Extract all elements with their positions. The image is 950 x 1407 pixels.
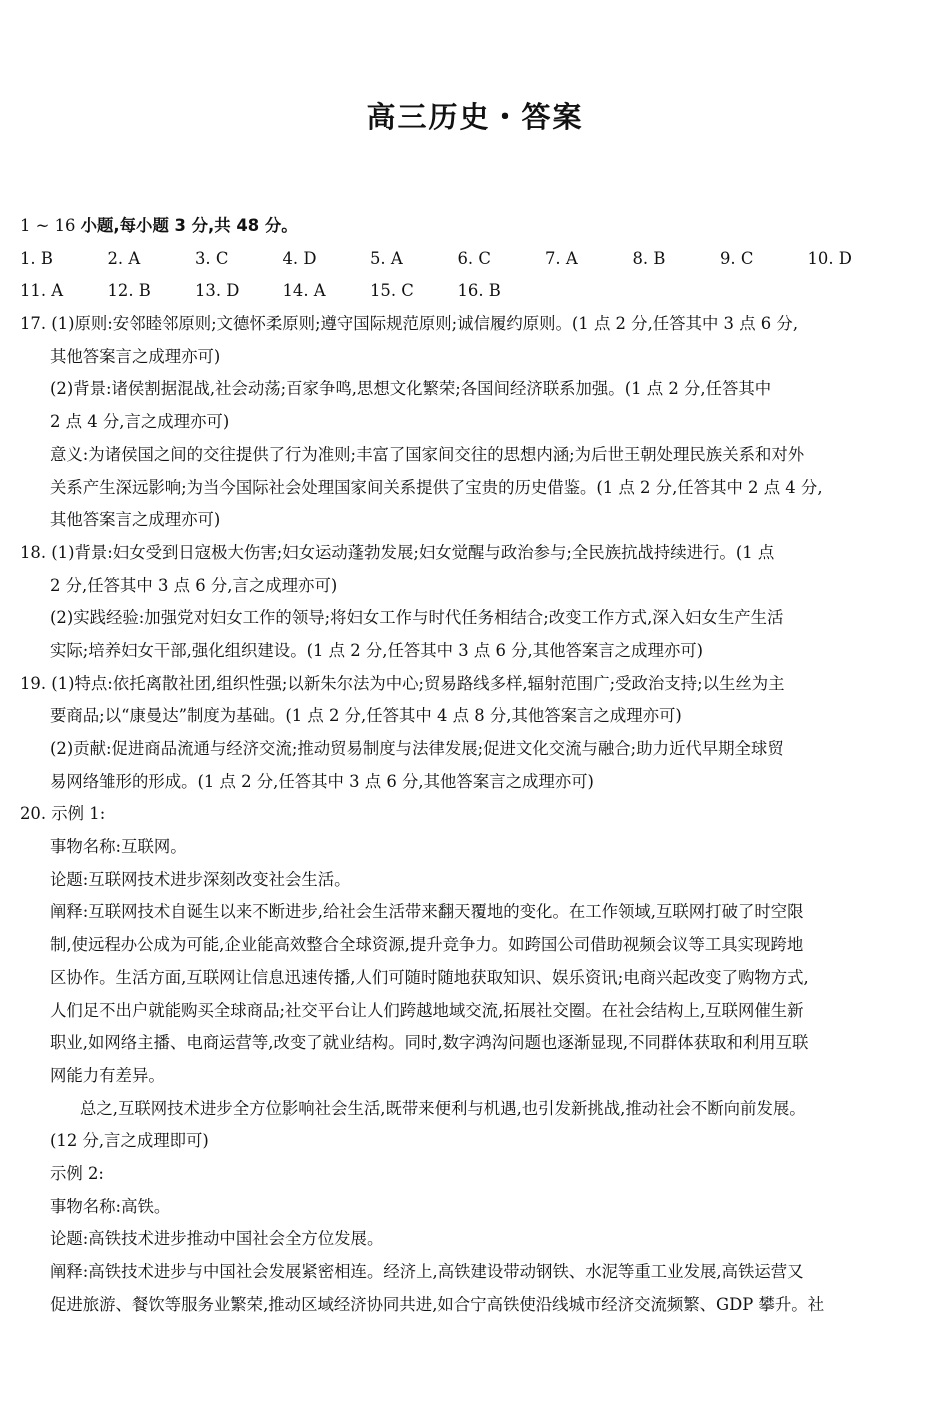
answer-item: 7. A [545,248,578,268]
answer-item: 15. C [370,281,414,301]
q20-line: 示例 2: [50,1163,104,1183]
q20-line: 制,使远程办公成为可能,企业能高效整合全球资源,提升竞争力。如跨国公司借助视频会议等工具实现跨地 [50,935,804,955]
q20-line: 人们足不出户就能购买全球商品;社交平台让人们跨越地域交流,拓展社交圈。在社会结构上,互联网催生新 [50,1000,804,1020]
q20-line: 事物名称:互联网。 [50,837,187,857]
q17-line: (2)背景:诸侯割据混战,社会动荡;百家争鸣,思想文化繁荣;各国间经济联系加强。(1 点 2 分,任答其中 [50,379,772,399]
q19-line: 易网络雏形的形成。(1 点 2 分,任答其中 3 点 6 分,其他答案言之成理亦可) [50,771,594,791]
q17-line: 2 点 4 分,言之成理亦可) [50,412,230,432]
q18-line: 2 分,任答其中 3 点 6 分,言之成理亦可) [50,575,338,595]
q20-line: 网能力有差异。 [50,1065,165,1085]
multiple-choice-intro [20,210,930,243]
q17-line: 其他答案言之成理亦可) [50,510,221,530]
answer-body [20,210,930,1321]
answer-item: 14. A [282,281,326,301]
answer-item: 8. B [632,248,666,268]
q20-line: 职业,如网络主播、电商运营等,改变了就业结构。同时,数字鸿沟问题也逐渐显现,不同群体获取和利用互联 [50,1033,809,1053]
answer-item: 16. B [457,281,501,301]
answer-item: 2. A [107,248,141,268]
answer-item: 3. C [195,248,229,268]
q19-line: (2)贡献:促进商品流通与经济交流;推动贸易制度与法律发展;促进文化交流与融合;助力近代早期全球贸 [50,739,784,758]
q20-line: 20. 示例 1: [20,804,106,824]
q20-line: 促进旅游、餐饮等服务业繁荣,推动区域经济协同共进,如合宁高铁使沿线城市经济交流频繁、GDP 攀升。社 [50,1294,825,1314]
answer-item: 5. A [370,248,403,268]
q18-line: 实际;培养妇女干部,强化组织建设。(1 点 2 分,任答其中 3 点 6 分,其他答案言之成理亦可) [50,640,704,660]
question-range: 1 ~ 16 [20,216,81,235]
q20-line: 总之,互联网技术进步全方位影响社会生活,既带来便利与机遇,也引发新挑战,推动社会不断向前发展。 [80,1098,806,1118]
answer-item: 12. B [107,281,151,301]
q20-line: 阐释:互联网技术自诞生以来不断进步,给社会生活带来翻天覆地的变化。在工作领域,互联网打破了时空限 [50,902,804,922]
q20-line: 论题:高铁技术进步推动中国社会全方位发展。 [50,1229,384,1249]
q17-line: 其他答案言之成理亦可) [50,346,221,366]
q20-line: 事物名称:高铁。 [50,1196,171,1216]
q18-line: (2)实践经验:加强党对妇女工作的领导;将妇女工作与时代任务相结合;改变工作方式,深入妇女生产生活 [50,608,784,628]
page-title: 高三历史・答案 [366,100,584,134]
q19-line: 要商品;以“康曼达”制度为基础。(1 点 2 分,任答其中 4 点 8 分,其他答案言之成理亦可) [50,706,682,726]
q17-line: 关系产生深远影响;为当今国际社会处理国家间关系提供了宝贵的历史借鉴。(1 点 2 分,任答其中 2 点 4 分, [50,477,823,497]
q19-line: 19. (1)特点:依托离散社团,组织性强;以新朱尔法为中心;贸易路线多样,辐射范围广;受政治支持;以生丝为主 [20,673,785,693]
answer-item: 6. C [457,248,491,268]
answer-item: 1. B [20,248,53,268]
answer-item: 4. D [282,248,317,268]
q20-line: 区协作。生活方面,互联网让信息迅速传播,人们可随时随地获取知识、娱乐资讯;电商兴起改变了购物方式, [50,967,809,987]
q17-line: 17. (1)原则:安邻睦邻原则;文德怀柔原则;遵守国际规范原则;诚信履约原则。(1 点 2 分,任答其中 3 点 6 分, [20,314,799,334]
q17-line: 意义:为诸侯国之间的交往提供了行为准则;丰富了国家间交往的思想内涵;为后世王朝处理民族关系和对外 [50,444,805,464]
q20-line: (12 分,言之成理即可) [50,1131,209,1151]
answer-item: 13. D [195,281,240,301]
answer-row-2 [20,275,930,308]
answer-row-1 [20,243,930,276]
answer-item: 11. A [20,281,64,301]
answer-item: 9. C [720,248,754,268]
q20-line: 阐释:高铁技术进步与中国社会发展紧密相连。经济上,高铁建设带动钢铁、水泥等重工业发展,高铁运营又 [50,1262,804,1281]
q18-line: 18. (1)背景:妇女受到日寇极大伤害;妇女运动蓬勃发展;妇女觉醒与政治参与;全民族抗战持续进行。(1 点 [20,542,775,562]
q20-line: 论题:互联网技术进步深刻改变社会生活。 [50,869,351,889]
answer-item: 10. D [807,248,852,268]
intro-text: 小题,每小题 3 分,共 48 分。 [80,216,298,235]
